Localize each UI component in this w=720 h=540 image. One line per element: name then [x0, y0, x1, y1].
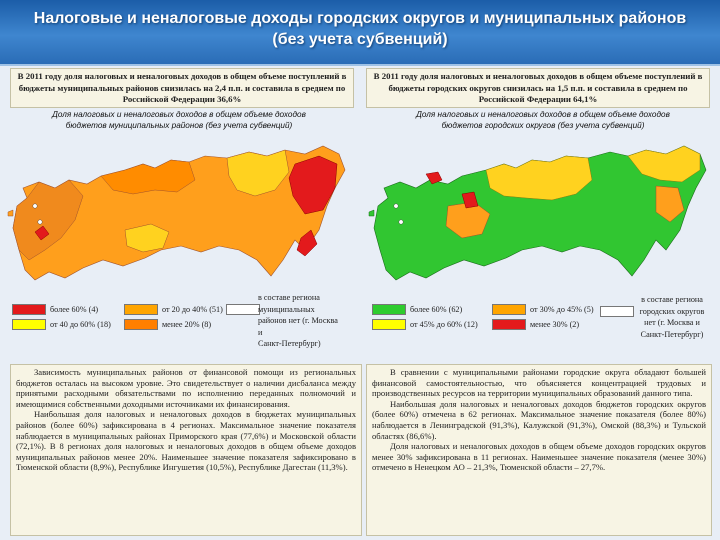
map-region-orange-north [101, 160, 195, 194]
map-region-spb-city [33, 204, 37, 208]
legend-swatch [124, 304, 158, 315]
right-legend [366, 294, 716, 364]
legend-label: от 40 до 60% (18) [50, 320, 111, 329]
map-region-moscow-city [399, 220, 403, 224]
legend-swatch [492, 319, 526, 330]
legend-no-data-note: в составе региона городских округов нет (г. Москва и Санкт-Петербург) [639, 295, 705, 339]
map-region-spb-city [394, 204, 398, 208]
legend-label: от 45% до 60% (12) [410, 320, 478, 329]
paragraph: Наибольшая доля налоговых и неналоговых доходов в бюджетах муниципальных районов (более 60%) зафиксирована в 4 регионах. Максимальное значение показателя наблюдается в муниципальных районах Приморского края (77,6%) и Московской области (72,1%). В 8 регионах доля налоговых и неналоговых доходов в общем объеме доходов муниципальных районов менее 20%. Наименьшее значение показателя зафиксировано в Тюменской области (8,9%), Республике Ингушетия (10,5%), Республике Дагестан (11,3%). [16, 409, 356, 473]
legend-swatch [492, 304, 526, 315]
page-header [0, 0, 720, 66]
legend-swatch-no-data [226, 304, 260, 315]
legend-swatch [372, 319, 406, 330]
legend-label: более 60% (4) [50, 305, 99, 314]
legend-label: от 30% до 45% (5) [530, 305, 594, 314]
map-region-kaliningrad [369, 210, 374, 216]
page-title: Налоговые и неналоговые доходы городских округов и муниципальных районов (без учета субвенций) [33, 10, 687, 48]
legend-swatch [12, 319, 46, 330]
legend-label: менее 30% (2) [530, 320, 580, 329]
paragraph: Наибольшая доля налоговых и неналоговых доходов бюджетов городских округов (более 60%) отмечена в 62 регионах. Максимальное значение показателя (более 80%) наблюдается в Ленинградской (91,3%), Калужской (91,3%), Омской (88,3%) и Тульской областях (86,6%). [372, 398, 706, 441]
map-region-yellow-north [486, 156, 592, 200]
legend-swatch [372, 304, 406, 315]
legend-no-data-note: в составе региона муниципальных районов нет (г. Москва и Санкт-Петербург) [258, 293, 338, 348]
legend-label: от 20 до 40% (51) [162, 305, 223, 314]
right-intro: В 2011 году доля налоговых и неналоговых доходов в общем объеме поступлений в бюджеты городских округов снизилась на 1,5 п.п. и составила в среднем по Российской Федерации 64,1% [366, 68, 710, 108]
right-body-text [366, 364, 712, 536]
map-region-moscow-city [38, 220, 42, 224]
legend-label: менее 20% (8) [162, 320, 212, 329]
paragraph: Доля налоговых и неналоговых доходов в общем объеме доходов городских округов менее 30% зафиксирована в 11 регионах. Наименьшее значение показателя (менее 30%) отмечено в Ненецком АО – 21,3%, Тюменской области – 27,7%. [372, 441, 706, 473]
left-intro: В 2011 году доля налоговых и неналоговых доходов в общем объеме поступлений в бюджеты муниципальных районов снизилась на 2,4 п.п. и составила в среднем по Российской Федерации 36,6% [10, 68, 354, 108]
right-map-caption: Доля налоговых и неналоговых доходов в общем объеме доходов бюджетов городских округов (без учета субвенций) [416, 110, 670, 130]
legend-swatch [12, 304, 46, 315]
legend-label: более 60% (62) [410, 305, 463, 314]
map-region-kaliningrad [8, 210, 13, 216]
left-body-text [10, 364, 362, 536]
city-districts-map [366, 110, 716, 290]
paragraph: В сравнении с муниципальными районами городские округа обладают большей финансовой самостоятельностью, что объясняется концентрацией трудовых и производственных ресурсов на территории муниципальных образований данного типа. [372, 367, 706, 399]
left-map-caption: Доля налоговых и неналоговых доходов в общем объеме доходов бюджетов муниципальных районов (без учета субвенций) [52, 110, 306, 130]
paragraph: Зависимость муниципальных районов от финансовой помощи из региональных бюджетов осталась на высоком уровне. Это свидетельствует о наличии дисбаланса между принятыми расходными обязательствами по исполнению переданных полномочий и имеющимися собственными доходными источниками их финансирования. [16, 367, 356, 409]
legend-swatch [124, 319, 158, 330]
municipal-districts-map [5, 110, 355, 290]
left-legend [8, 294, 360, 364]
